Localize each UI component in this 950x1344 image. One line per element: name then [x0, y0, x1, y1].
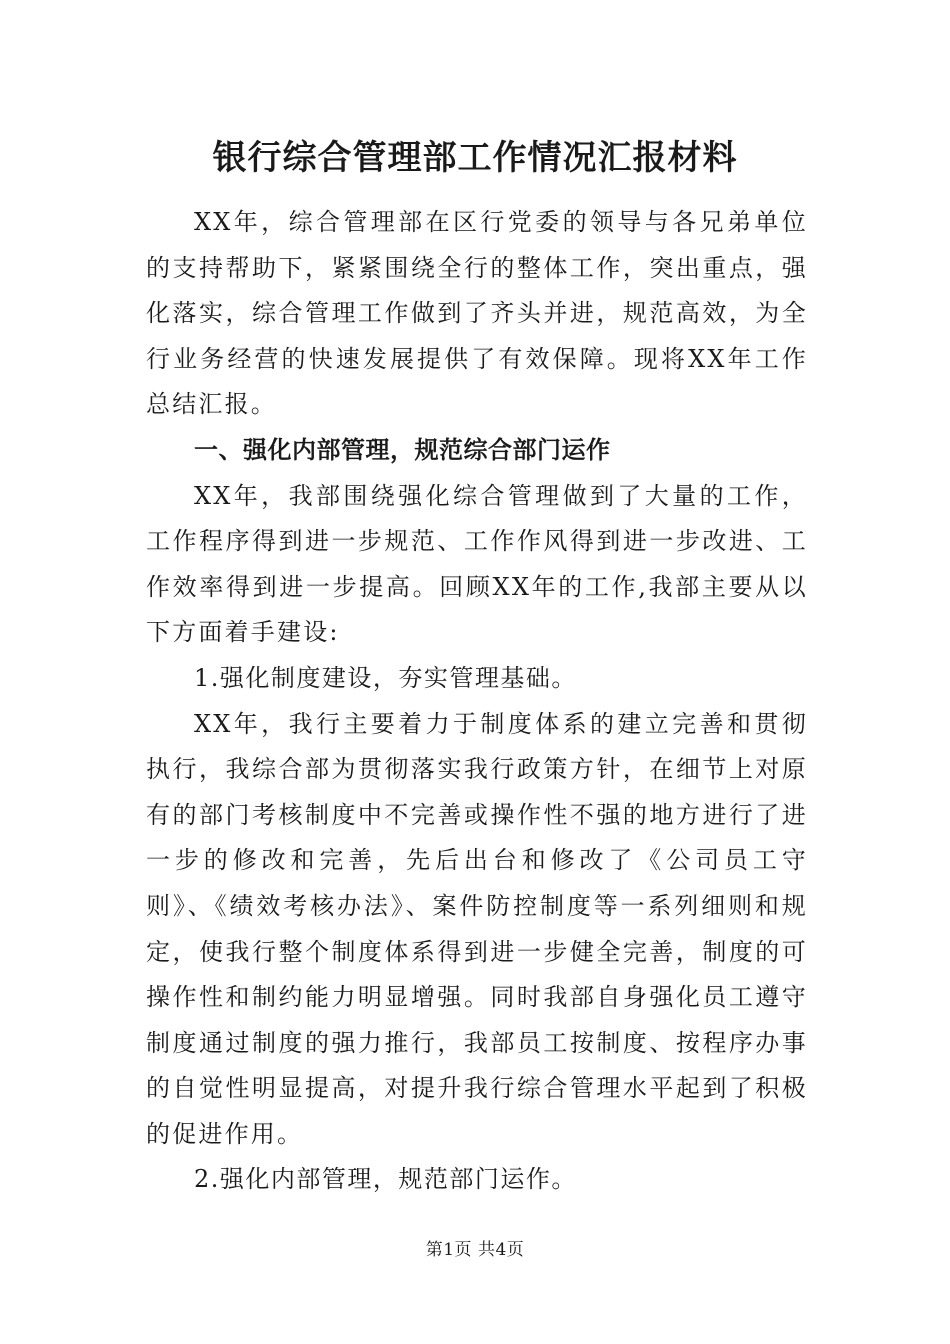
document-body — [146, 200, 808, 1203]
paragraph-section-1: XX年，我部围绕强化综合管理做到了大量的工作，工作程序得到进一步规范、工作作风得到进一步改进、工作效率得到进一步提高。回顾XX年的工作,我部主要从以下方面着手建设: — [146, 481, 808, 647]
section-heading-1: 一、强化内部管理，规范综合部门运作 — [194, 435, 611, 464]
subheading-2: 2.强化内部管理，规范部门运作。 — [194, 1165, 577, 1194]
subheading-1: 1.强化制度建设，夯实管理基础。 — [194, 663, 577, 692]
document-title: 银行综合管理部工作情况汇报材料 — [212, 138, 738, 178]
page-footer: 第1页 共4页 — [425, 1240, 525, 1260]
paragraph-intro: XX年，综合管理部在区行党委的领导与各兄弟单位的支持帮助下，紧紧围绕全行的整体工作，突出重点，强化落实，综合管理工作做到了齐头并进，规范高效，为全行业务经营的快速发展提供了有效保障。现将XX年工作总结汇报。 — [146, 208, 808, 419]
paragraph-subsection-1: XX年，我行主要着力于制度体系的建立完善和贯彻执行，我综合部为贯彻落实我行政策方针，在细节上对原有的部门考核制度中不完善或操作性不强的地方进行了进一步的修改和完善，先后出台和修改了《公司员工守则》、《绩效考核办法》、案件防控制度等一系列细则和规定，使我行整个制度体系得到进一步健全完善，制度的可操作性和制约能力明显增强。同时我部自身强化员工遵守制度通过制度的强力推行，我部员工按制度、按程序办事的自觉性明显提高，对提升我行综合管理水平起到了积极的促进作用。 — [146, 709, 808, 1148]
